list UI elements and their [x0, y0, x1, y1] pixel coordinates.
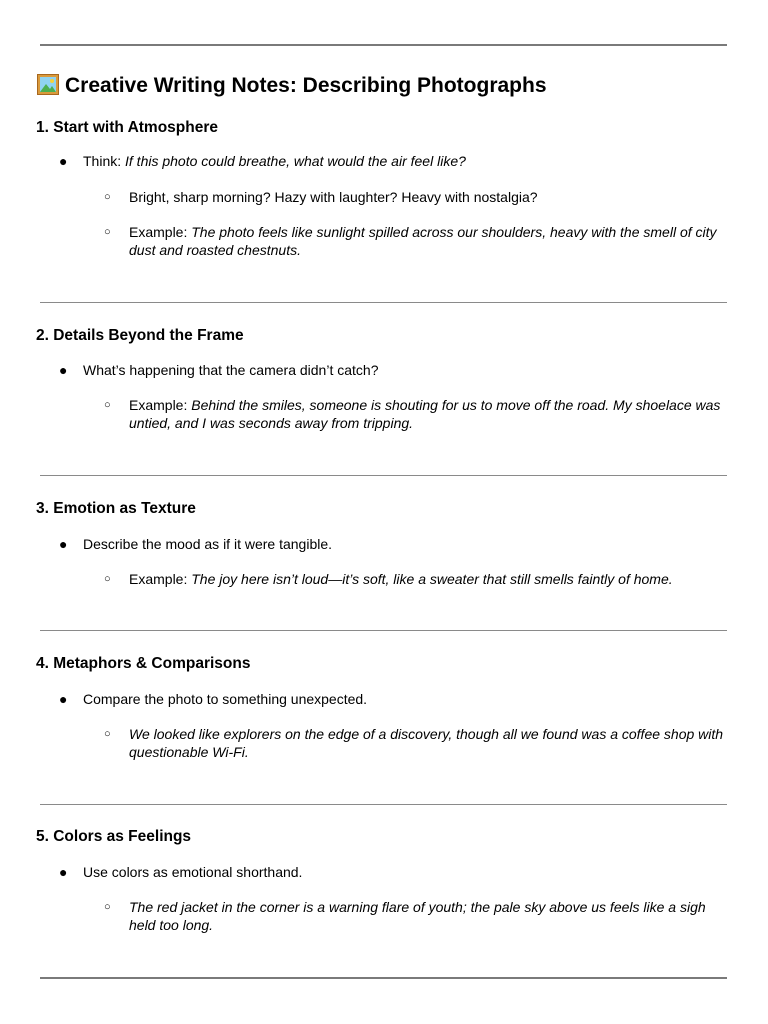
sub-list-item: [104, 396, 734, 432]
sub-bullet-icon: ○: [104, 191, 111, 203]
section-heading: 5. Colors as Feelings: [36, 828, 192, 845]
sub-bullet-icon: ○: [104, 226, 111, 238]
page-title: [37, 72, 547, 100]
section-divider: [40, 475, 727, 476]
item-emphasis: We looked like explorers on the edge of a discovery, though all we found was a coffee shop with questionable Wi-Fi.: [129, 726, 724, 760]
sub-list-item: [104, 223, 734, 259]
item-text: What’s happening that the camera didn’t catch?: [83, 362, 379, 378]
sub-bullet-icon: ○: [104, 399, 111, 411]
bullet-icon: ●: [59, 362, 68, 378]
item-emphasis: If this photo could breathe, what would the air feel like?: [125, 153, 466, 169]
item-emphasis: The photo feels like sunlight spilled across our shoulders, heavy with the smell of city dust and roasted chestnuts.: [129, 224, 717, 258]
bullet-icon: ●: [59, 864, 68, 880]
sub-bullet-icon: ○: [104, 573, 111, 585]
item-text: Example:: [129, 571, 192, 587]
section-divider: [40, 804, 727, 805]
section-divider: [40, 302, 727, 303]
item-text: Example:: [129, 224, 192, 240]
section-heading: 2. Details Beyond the Frame: [36, 327, 244, 344]
top-divider: [40, 44, 727, 46]
sub-bullet-icon: ○: [104, 728, 111, 740]
bullet-icon: ●: [59, 536, 68, 552]
item-emphasis: Behind the smiles, someone is shouting for us to move off the road. My shoelace was untied, and I was seconds away from tripping.: [129, 397, 721, 431]
page-title-text: Creative Writing Notes: Describing Photographs: [65, 74, 547, 97]
bottom-divider: [40, 977, 727, 979]
sub-list-item: [104, 570, 734, 588]
item-text: Example:: [129, 397, 192, 413]
section-heading: 4. Metaphors & Comparisons: [36, 655, 251, 672]
item-emphasis: The joy here isn’t loud—it’s soft, like a sweater that still smells faintly of home.: [191, 571, 673, 587]
item-text: Bright, sharp morning? Hazy with laughter? Heavy with nostalgia?: [129, 189, 538, 205]
sub-list-item: [104, 725, 734, 761]
framed-picture-icon: [37, 74, 59, 95]
bullet-icon: ●: [59, 691, 68, 707]
item-text: Compare the photo to something unexpected.: [83, 691, 368, 707]
bullet-icon: ●: [59, 153, 68, 169]
item-emphasis: The red jacket in the corner is a warning flare of youth; the pale sky above us feels like a sigh held too long.: [129, 899, 706, 933]
sub-list-item: [104, 898, 734, 934]
sub-list-item: [104, 188, 734, 206]
section-divider: [40, 630, 727, 631]
item-text: Use colors as emotional shorthand.: [83, 864, 303, 880]
section-heading: 3. Emotion as Texture: [36, 500, 196, 517]
item-text: Describe the mood as if it were tangible.: [83, 536, 333, 552]
section-heading: 1. Start with Atmosphere: [36, 119, 219, 136]
sub-bullet-icon: ○: [104, 901, 111, 913]
item-text: Think:: [83, 153, 126, 169]
